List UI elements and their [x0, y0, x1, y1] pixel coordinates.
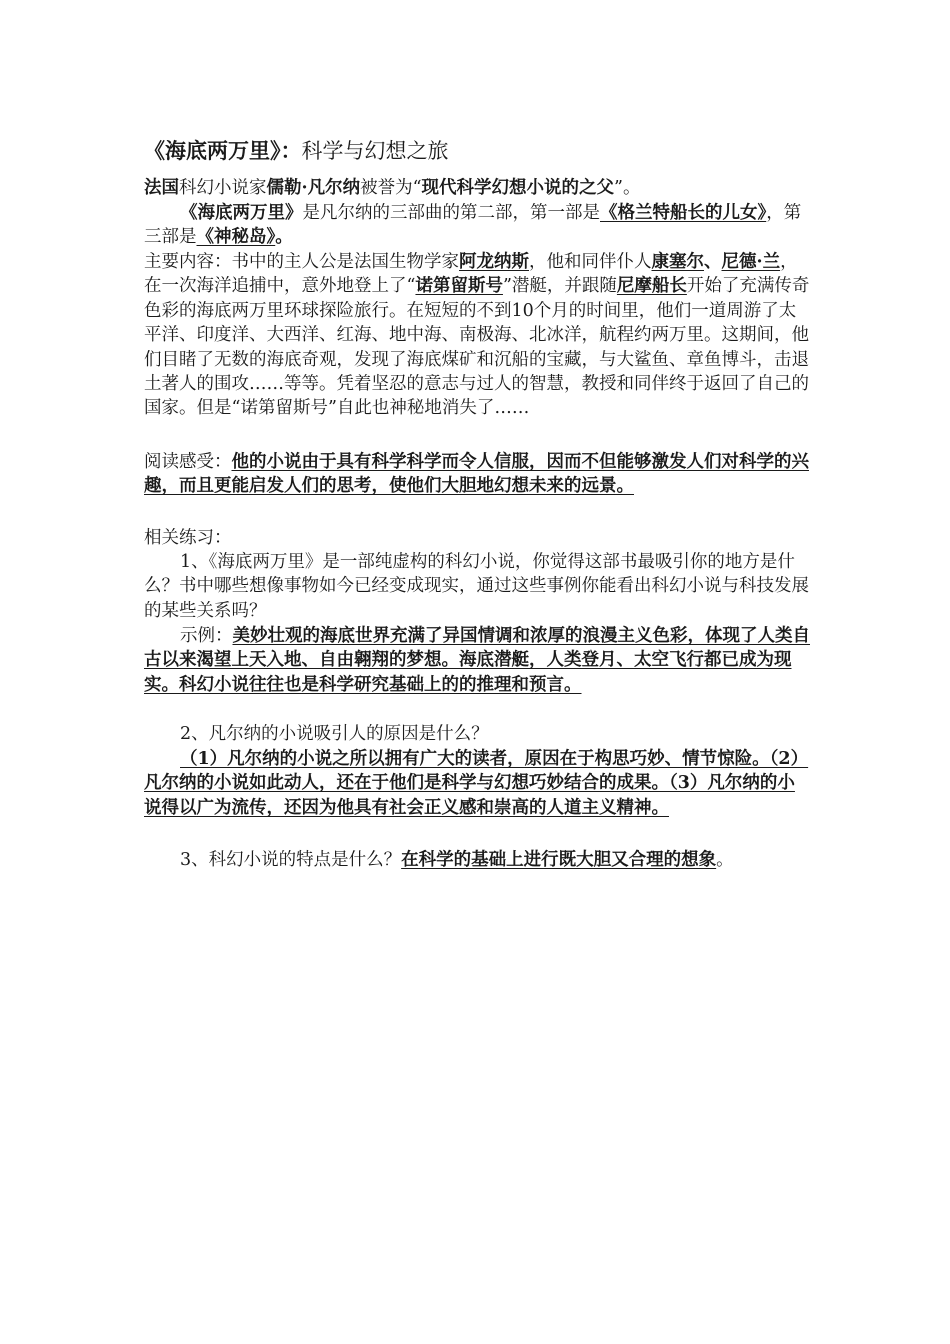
- question-3-text: 3、科幻小说的特点是什么？: [180, 850, 402, 870]
- intro-text-3: ”。: [614, 178, 641, 198]
- summary-text-2: ，他和同伴仆人: [529, 252, 652, 272]
- intro-paragraph: [144, 176, 810, 200]
- question-3-end: 。: [716, 850, 734, 870]
- example-label: 示例：: [180, 626, 233, 646]
- summary-text-3: ，在一次海洋追捕中，意外地登上了“: [144, 252, 798, 297]
- question-2-answer-text: （1）凡尔纳的小说之所以拥有广大的读者，原因在于构思巧妙、情节惊险。（2）凡尔纳的小说如此动人，还在于他们是科学与幻想巧妙结合的成果。（3）凡尔纳的小说得以广为流传，还因为他具有社会正义感和崇高的人道主义精神。: [144, 749, 809, 818]
- trilogy-book: 《海底两万里》: [180, 203, 303, 223]
- title-book: 《海底两万里》: [144, 138, 281, 163]
- question-3: [144, 848, 810, 872]
- summary-submarine: 诺第留斯号: [415, 276, 503, 297]
- trilogy-text-1: 是凡尔纳的三部曲的第二部，第一部是: [302, 203, 600, 223]
- example-text: 美妙壮观的海底世界充满了异国情调和浓厚的浪漫主义色彩，体现了人类自古以来渴望上天入地、自由翱翔的梦想。海底潜艇，人类登月、太空飞行都已成为现实。科幻小说往往也是科学研究基础上的的推理和预言。: [144, 626, 810, 695]
- summary-text-5: 开始了充满传奇色彩的海底两万里环球探险旅行。在短短的不到10个月的时间里，他们一道周游了太平洋、印度洋、大西洋、红海、地中海、南极海、北冰洋，航程约两万里。这期间，他们目睹了无数的海底奇观，发现了海底煤矿和沉船的宝藏，与大鲨鱼、章鱼博斗，击退土著人的围攻……等等。凭着坚忍的意志与过人的智慧，教授和同伴终于返回了自己的国家。但是“诺第留斯号”自此也神秘地消失了……: [144, 276, 810, 419]
- intro-text-1: 科幻小说家: [179, 178, 267, 198]
- intro-author: 儒勒·凡尔纳: [266, 178, 361, 198]
- title-subtitle: 科学与幻想之旅: [301, 139, 449, 163]
- intro-text-2: 被誉为“: [360, 178, 422, 198]
- feeling-text: 他的小说由于具有科学科学而令人信服，因而不但能够激发人们对科学的兴趣，而且更能启发人们的思考，使他们大胆地幻想未来的远景。: [144, 452, 809, 497]
- summary-professor: 阿龙纳斯: [459, 252, 529, 272]
- trilogy-third-book: 《神秘岛》: [196, 227, 276, 248]
- intro-country: 法国: [144, 178, 179, 198]
- summary-ned: 尼德·兰: [721, 252, 781, 272]
- trilogy-text-2: ，第三部是: [144, 203, 802, 248]
- trilogy-text-3: 。: [275, 227, 293, 248]
- intro-honor: 现代科学幻想小说的之父: [421, 178, 615, 198]
- page-title: [144, 137, 449, 165]
- summary-text-1: 主要内容：书中的主人公是法国生物学家: [144, 252, 459, 272]
- feeling-label: 阅读感受：: [144, 452, 232, 472]
- summary-captain: 尼摩船长: [616, 276, 687, 297]
- question-2-answer: [144, 747, 810, 820]
- question-3-answer: 在科学的基础上进行既大胆又合理的想象: [401, 850, 717, 870]
- summary-text-4: ”潜艇，并跟随: [502, 276, 617, 297]
- summary-servant: 康塞尔: [651, 252, 704, 272]
- summary-separator: 、: [704, 252, 722, 272]
- trilogy-first-book: 《格兰特船长的儿女》: [600, 203, 767, 223]
- question-1: 1、《海底两万里》是一部纯虚构的科幻小说，你觉得这部书最吸引你的地方是什么？书中哪些想像事物如今已经变成现实，通过这些事例你能看出科幻小说与科技发展的某些关系吗？: [144, 552, 809, 621]
- feeling-paragraph: [144, 450, 810, 499]
- summary-paragraph: [144, 250, 810, 421]
- question-2: 2、凡尔纳的小说吸引人的原因是什么？: [180, 724, 489, 744]
- practice-label: 相关练习：: [144, 528, 232, 548]
- title-colon: ：: [280, 138, 302, 163]
- question-1-example: [144, 624, 810, 697]
- trilogy-paragraph: [144, 201, 810, 250]
